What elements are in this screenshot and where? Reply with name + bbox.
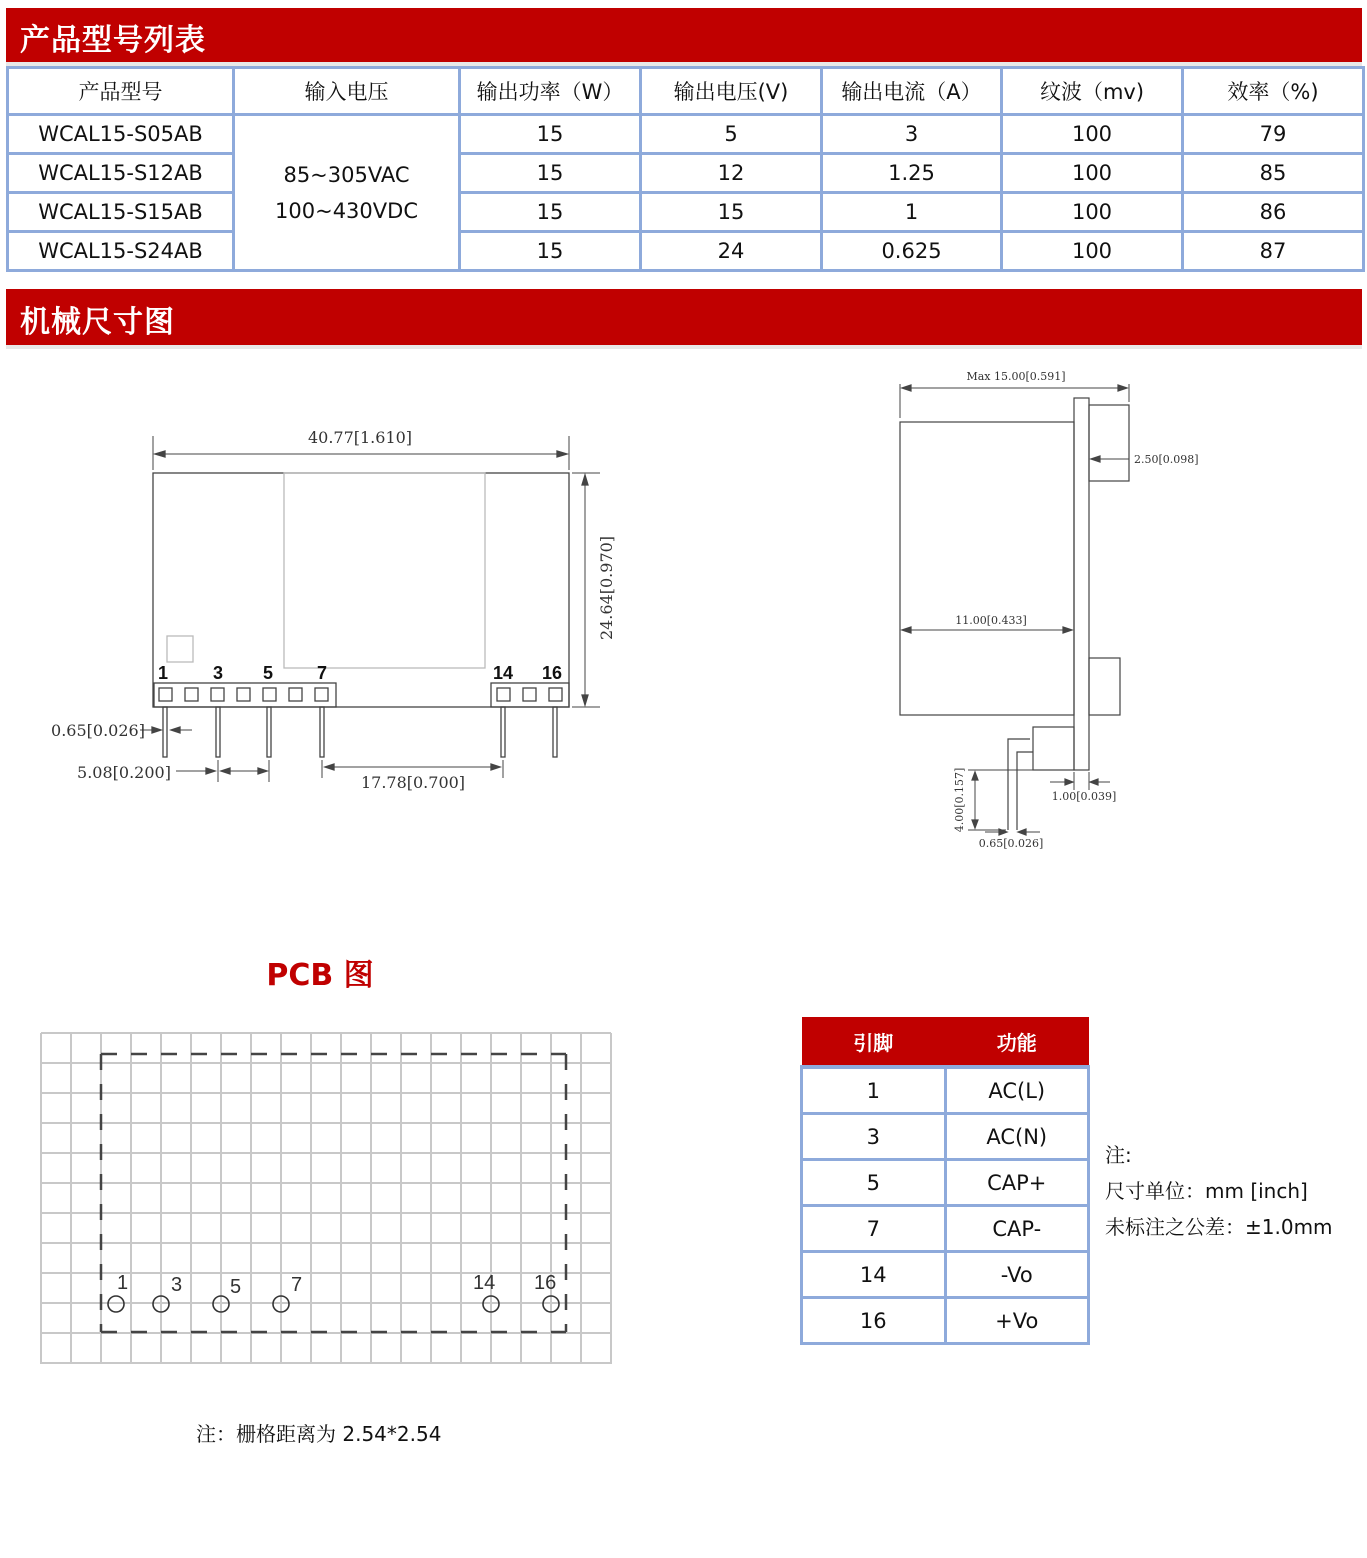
spec-table — [6, 66, 1365, 272]
section-banner-mechanical — [6, 289, 1362, 349]
pin-function: CAP+ — [945, 1160, 1089, 1206]
pin-14 — [501, 707, 505, 757]
pin-function-table — [800, 1017, 1090, 1345]
pcb-grid-note: 注：栅格距离为 2.54*2.54 — [196, 1422, 442, 1446]
pcb-pin-label: 7 — [291, 1274, 303, 1296]
efficiency-cell: 87 — [1183, 232, 1364, 271]
pin-function: AC(L) — [945, 1067, 1089, 1114]
table-row — [8, 154, 1364, 193]
pin-number: 16 — [802, 1298, 946, 1344]
table-row — [802, 1298, 1089, 1344]
header-output-power: 输出功率（W） — [460, 68, 641, 115]
header-output-current: 输出电流（A） — [822, 68, 1002, 115]
pin-label: 14 — [492, 663, 514, 683]
pin-number: 14 — [802, 1252, 946, 1298]
pcb-grid-drawing — [30, 1020, 620, 1380]
pin-number: 5 — [802, 1160, 946, 1206]
pcb-pin-label: 16 — [534, 1272, 557, 1294]
power-cell: 15 — [460, 232, 641, 271]
pin-number: 3 — [802, 1114, 946, 1160]
iout-cell: 3 — [822, 115, 1002, 154]
dimension-4-00: 4.00[0.157] — [953, 767, 966, 833]
notes-block — [1105, 1137, 1333, 1245]
model-cell: WCAL15-S05AB — [8, 115, 234, 154]
pin-function: CAP- — [945, 1206, 1089, 1252]
ripple-cell: 100 — [1002, 154, 1183, 193]
pcb-pin-label: 5 — [230, 1276, 242, 1298]
pin-function: -Vo — [945, 1252, 1089, 1298]
pin-table-header — [802, 1017, 1089, 1067]
ripple-cell: 100 — [1002, 115, 1183, 154]
vout-cell: 5 — [641, 115, 822, 154]
efficiency-cell: 86 — [1183, 193, 1364, 232]
spec-header-row — [8, 68, 1364, 115]
dimension-1-00: 1.00[0.039] — [1051, 790, 1117, 803]
pin-number: 1 — [802, 1067, 946, 1114]
pcb-board-outline — [1074, 398, 1089, 770]
module-side-outline — [900, 422, 1074, 715]
table-row — [802, 1067, 1089, 1114]
iout-cell: 0.625 — [822, 232, 1002, 271]
pin-span-dimension: 17.78[0.700] — [360, 773, 466, 792]
dimension-2-50: 2.50[0.098] — [1134, 453, 1199, 466]
header-input-voltage: 输入电压 — [234, 68, 460, 115]
efficiency-cell: 79 — [1183, 115, 1364, 154]
vout-cell: 24 — [641, 232, 822, 271]
header-model: 产品型号 — [8, 68, 234, 115]
notes-units: 尺寸单位：mm [inch] — [1105, 1179, 1308, 1203]
pin-number: 7 — [802, 1206, 946, 1252]
pcb-pin-label: 3 — [171, 1274, 183, 1296]
table-row — [802, 1114, 1089, 1160]
dimension-11-00: 11.00[0.433] — [955, 614, 1027, 627]
front-view-drawing — [20, 420, 640, 800]
table-row — [8, 193, 1364, 232]
pin-5 — [267, 707, 271, 757]
input-voltage-cell — [234, 115, 460, 271]
pin-label: 7 — [316, 663, 328, 683]
pin-7 — [320, 707, 324, 757]
header-pin: 引脚 — [802, 1017, 946, 1067]
banner-stripe — [6, 345, 1362, 349]
ripple-cell: 100 — [1002, 193, 1183, 232]
header-output-voltage: 输出电压(V) — [641, 68, 822, 115]
pcb-pin-label: 1 — [117, 1272, 129, 1294]
table-row — [802, 1206, 1089, 1252]
header-ripple: 纹波（mv) — [1002, 68, 1183, 115]
input-voltage-dc: 100~430VDC — [275, 198, 418, 223]
efficiency-cell: 85 — [1183, 154, 1364, 193]
notes-heading: 注: — [1105, 1143, 1132, 1167]
pcb-grid-lines — [41, 1033, 611, 1364]
pin-label: 3 — [212, 663, 224, 683]
power-cell: 15 — [460, 154, 641, 193]
dimension-0-65: 0.65[0.026] — [978, 837, 1044, 850]
input-voltage-ac: 85~305VAC — [283, 162, 410, 187]
power-cell: 15 — [460, 193, 641, 232]
height-dimension: 24.64[0.970] — [597, 535, 616, 641]
table-row — [8, 115, 1364, 154]
pcb-pin-label: 14 — [473, 1272, 496, 1294]
table-row — [802, 1160, 1089, 1206]
max-depth-dimension: Max 15.00[0.591] — [966, 370, 1066, 383]
pcb-title: PCB 图 — [266, 958, 374, 993]
width-dimension: 40.77[1.610] — [307, 428, 413, 447]
table-row — [802, 1252, 1089, 1298]
model-cell: WCAL15-S24AB — [8, 232, 234, 271]
vout-cell: 15 — [641, 193, 822, 232]
pin-label: 16 — [541, 663, 563, 683]
header-efficiency: 效率（%) — [1183, 68, 1364, 115]
section-banner-models — [6, 8, 1362, 66]
pin-label: 5 — [262, 663, 274, 683]
power-cell: 15 — [460, 115, 641, 154]
model-cell: WCAL15-S12AB — [8, 154, 234, 193]
ripple-cell: 100 — [1002, 232, 1183, 271]
side-view-drawing — [890, 360, 1220, 860]
pin-pitch-dimension: 5.08[0.200] — [77, 763, 171, 782]
notes-tolerance: 未标注之公差：±1.0mm — [1105, 1215, 1333, 1239]
pin-16 — [553, 707, 557, 757]
model-cell: WCAL15-S15AB — [8, 193, 234, 232]
pin-function: AC(N) — [945, 1114, 1089, 1160]
label-area-outline — [284, 473, 485, 668]
iout-cell: 1 — [822, 193, 1002, 232]
pin-label: 1 — [157, 663, 169, 683]
pin-function: +Vo — [945, 1298, 1089, 1344]
pin-3 — [216, 707, 220, 757]
pin-1 — [163, 707, 167, 757]
pin-diameter-dimension: 0.65[0.026] — [51, 721, 145, 740]
header-function: 功能 — [945, 1017, 1089, 1067]
marker-square — [167, 636, 193, 662]
section-title-models: 产品型号列表 — [20, 23, 206, 58]
section-title-mechanical: 机械尺寸图 — [20, 305, 175, 340]
table-row — [8, 232, 1364, 271]
iout-cell: 1.25 — [822, 154, 1002, 193]
vout-cell: 12 — [641, 154, 822, 193]
